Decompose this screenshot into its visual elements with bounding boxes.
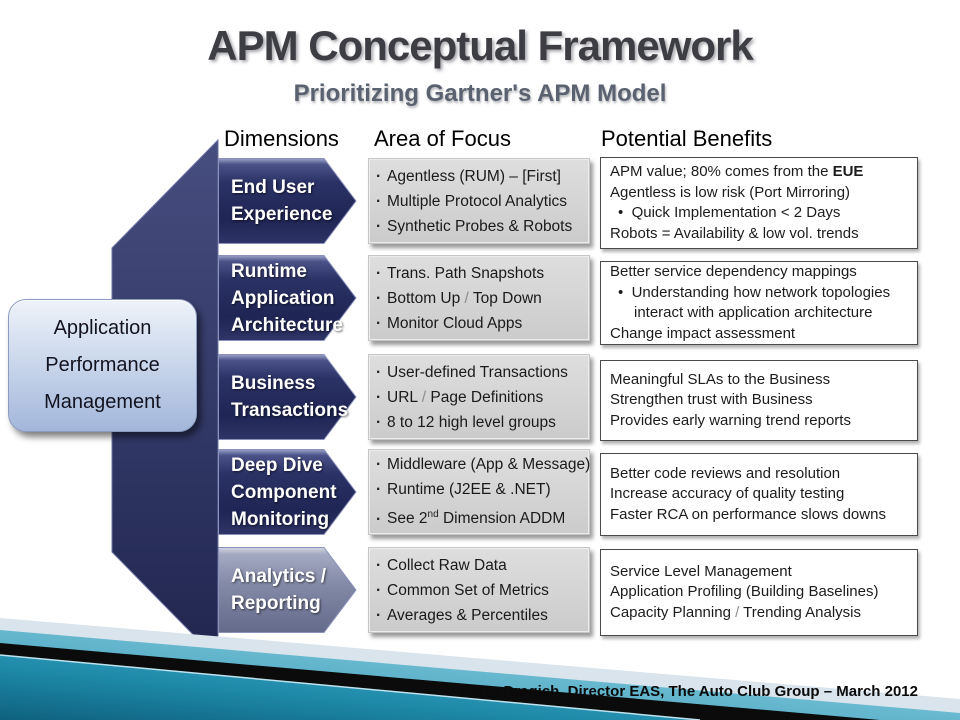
area-of-focus-item: · Agentless (RUM) – [First] [376,164,589,189]
area-of-focus-box [368,255,590,341]
bullet-dot-icon: · [376,510,382,528]
area-of-focus-item: · Averages & Percentiles [376,603,589,628]
bullet-dot-icon: · [376,581,382,599]
dimension-label: Deep Dive Component Monitoring [231,454,337,530]
area-of-focus-item: · 8 to 12 high level groups [376,410,589,435]
apm-label-line: Management [44,391,161,413]
benefit-line: Agentless is low risk (Port Mirroring) [610,183,851,201]
area-of-focus-box [368,449,590,535]
benefit-line: Service Level Management [610,562,792,580]
framework-row [0,449,960,535]
benefit-line: Strengthen trust with Business [610,391,813,409]
benefit-line: Better code reviews and resolution [610,464,841,482]
bullet-dot-icon: · [376,456,382,474]
benefit-line: Better service dependency mappings [610,263,857,280]
bullet-dot-icon: · [376,413,382,431]
apm-label-box [8,299,197,432]
bullet-dot-icon: · [376,289,382,307]
area-of-focus-box [368,547,590,633]
potential-benefits-box [600,360,918,441]
benefit-line: APM value; 80% comes from the EUE [610,163,864,180]
dimension-label: Runtime Application Architecture [231,260,343,336]
benefit-line: Increase accuracy of quality testing [610,485,845,503]
area-of-focus-item: · Multiple Protocol Analytics [376,189,589,214]
area-of-focus-box [368,354,590,440]
benefit-line: • Quick Implementation < 2 Days [618,204,841,221]
bullet-dot-icon: · [376,556,382,574]
area-of-focus-item: · See 2nd Dimension ADDM [376,502,589,531]
benefit-line: • Understanding how network topologies interact with application architecture [618,283,891,321]
benefit-line: Application Profiling (Building Baselines) [610,583,879,601]
column-header-dimensions: Dimensions [224,126,339,151]
area-of-focus-item: · Common Set of Metrics [376,578,589,603]
area-of-focus-list [369,261,589,336]
benefit-line: Provides early warning trend reports [610,411,851,429]
framework-row [0,158,960,244]
area-of-focus-box [368,158,590,244]
area-of-focus-item: · Monitor Cloud Apps [376,311,589,336]
area-of-focus-list [369,452,589,531]
slide-footer-credit: Larry Dragich, Director EAS, The Auto Club Group – March 2012 [461,683,918,700]
dimension-label: End User Experience [231,177,333,225]
area-of-focus-list [369,553,589,628]
bullet-dot-icon: · [376,167,382,185]
slide-subtitle: Prioritizing Gartner's APM Model [293,80,667,107]
bullet-dot-icon: · [376,217,382,235]
area-of-focus-item: · Synthetic Probes & Robots [376,214,589,239]
area-of-focus-item: · Bottom Up / Top Down [376,286,589,311]
potential-benefits-box [600,157,918,249]
bullet-dot-icon: · [376,388,382,406]
column-header-area-of-focus: Area of Focus [374,126,511,151]
potential-benefits-box [600,549,918,636]
dimension-label: Analytics / Reporting [231,566,327,614]
potential-benefits-box [600,261,918,345]
benefit-line: Robots = Availability & low vol. trends [610,224,859,242]
dimension-label: Business Transactions [231,373,349,421]
framework-row [0,547,960,633]
apm-label-line: Application [53,317,152,339]
area-of-focus-item: · Trans. Path Snapshots [376,261,589,286]
benefit-line: Faster RCA on performance slows downs [610,505,886,523]
potential-benefits-box [600,453,918,536]
bullet-dot-icon: · [376,481,382,499]
area-of-focus-item: · User-defined Transactions [376,360,589,385]
benefit-line: Change impact assessment [610,324,796,342]
area-of-focus-item: · Runtime (J2EE & .NET) [376,477,589,502]
area-of-focus-item: · Middleware (App & Message) [376,452,589,477]
apm-label-line: Performance [45,354,160,376]
bullet-dot-icon: · [376,606,382,624]
area-of-focus-item: · URL / Page Definitions [376,385,589,410]
bullet-dot-icon: · [376,192,382,210]
benefit-line: Capacity Planning / Trending Analysis [610,603,861,621]
area-of-focus-list [369,360,589,435]
bullet-dot-icon: · [376,264,382,282]
area-of-focus-item: · Collect Raw Data [376,553,589,578]
column-header-potential-benefits: Potential Benefits [601,126,773,151]
benefit-line: Meaningful SLAs to the Business [610,370,831,388]
slide-title: APM Conceptual Framework [207,22,753,69]
bullet-dot-icon: · [376,363,382,381]
bullet-dot-icon: · [376,314,382,332]
area-of-focus-list [369,164,589,239]
